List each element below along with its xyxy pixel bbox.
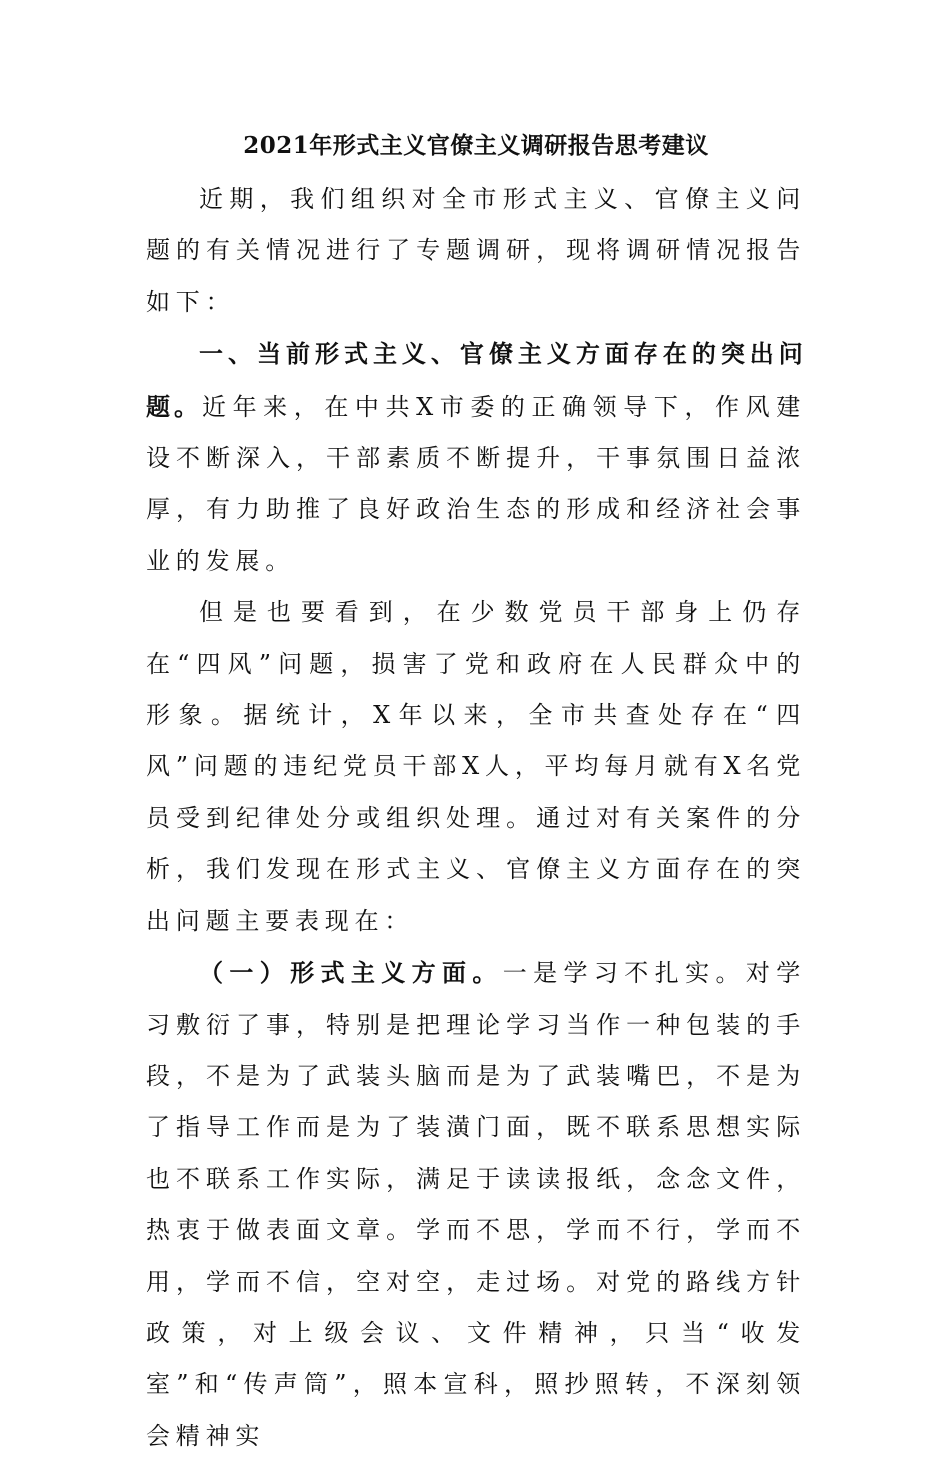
subsection1-heading: （一）形式主义方面。 xyxy=(199,958,503,988)
subsection1-text: 一是学习不扎实。对学习敷衍了事，特别是把理论学习当作一种包装的手段，不是为了武装头脑而是为了武装嘴巴，不是为了指导工作而是为了装潢门面，既不联系思想实际也不联系工作实际，满足于读读报纸，念念文件，热衷于做表面文章。学而不思，学而不行，学而不用，学而不信，空对空，走过场。对党的路线方针政策，对上级会议、文件精神，只当“收发室”和“传声筒”，照本宣科，照抄照转，不深刻领会精神实 xyxy=(146,959,807,1450)
section1-paragraph xyxy=(146,328,806,587)
paragraph-2: 但是也要看到，在少数党员干部身上仍存在“四风”问题，损害了党和政府在人民群众中的形象。据统计，X年以来，全市共查处存在“四风”问题的违纪党员干部X人，平均每月就有X名党员受到纪律处分或组织处理。通过对有关案件的分析，我们发现在形式主义、官僚主义方面存在的突出问题主要表现在： xyxy=(146,598,806,935)
section1-text: 近年来，在中共X市委的正确领导下，作风建设不断深入，干部素质不断提升，干事氛围日益浓厚，有力助推了良好政治生态的形成和经济社会事业的发展。 xyxy=(146,392,806,575)
document-page xyxy=(146,118,806,1462)
subsection1-paragraph xyxy=(146,947,806,1462)
section1-heading: 一、当前形式主义、官僚主义方面存在的突出问题。 xyxy=(146,339,806,421)
intro-paragraph: 近期，我们组织对全市形式主义、官僚主义问题的有关情况进行了专题调研，现将调研情况报告如下： xyxy=(146,185,806,316)
document-title: 2021年形式主义官僚主义调研报告思考建议 xyxy=(243,132,709,159)
